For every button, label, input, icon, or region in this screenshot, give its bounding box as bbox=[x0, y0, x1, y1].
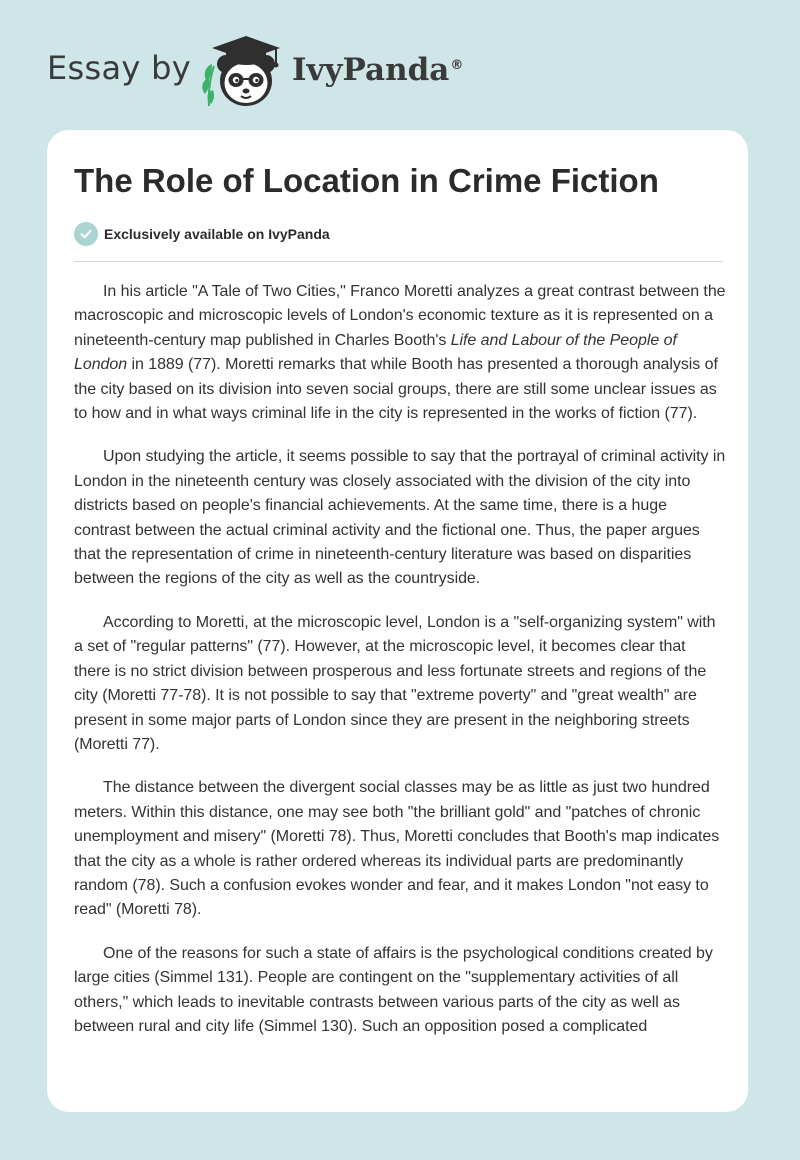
paragraph-3: According to Moretti, at the microscopic level, London is a "self-organizing system" with a set of "regular patterns" (77). However, at the microscopic level, it becomes clear that there is no strict division between prosperous and less fortunate streets and regions of the city (Moretti 77-78). It is not possible to say that "extreme poverty" and "great wealth" are present in some major parts of London since they are present in the neighboring streets (Moretti 77). bbox=[74, 613, 716, 753]
divider bbox=[74, 261, 723, 262]
essay-card bbox=[47, 130, 748, 1112]
paragraph-1-text-a: In his article "A Tale of Two Cities," Franco Moretti analyzes a great contrast between the macroscopic and microscopic levels of London's economic texture as it is represented on a nineteenth-century map published in Charles Booth's bbox=[74, 283, 726, 349]
essay-body bbox=[74, 280, 726, 1080]
paragraph-1 bbox=[74, 280, 726, 426]
exclusive-badge bbox=[74, 222, 330, 246]
exclusive-badge-text: Exclusively available on IvyPanda bbox=[104, 226, 330, 242]
paragraph-2: Upon studying the article, it seems possible to say that the portrayal of criminal activity in London in the nineteenth century was closely associated with the division of the city into districts based on people's financial achievements. At the same time, there is a huge contrast between the actual criminal activity and the fictional one. Thus, the paper argues that the representation of crime in nineteenth-century literature was based on disparities between the regions of the city as well as the countryside. bbox=[74, 448, 726, 588]
brand-name[interactable] bbox=[292, 52, 463, 88]
check-circle-icon bbox=[74, 222, 98, 246]
paragraph-4: The distance between the divergent social classes may be as little as just two hundred meters. Within this distance, one may see both "the brilliant gold" and "patches of chronic unemployment and misery" (Moretti 78). Thus, Moretti concludes that Booth's map indicates that the city as a whole is rather ordered whereas its individual parts are predominantly random (78). Such a confusion evokes wonder and fear, and it makes London "not easy to read" (Moretti 78). bbox=[74, 779, 720, 919]
paragraph-1-text-b: in 1889 (77). Moretti remarks that while Booth has presented a thorough analysis of the city based on its division into seven social groups, there are still some unclear issues as to how and in what ways criminal life in the city is represented in the works of fiction (77). bbox=[74, 356, 718, 423]
page-title: The Role of Location in Crime Fiction bbox=[74, 162, 659, 199]
paragraph-5: One of the reasons for such a state of affairs is the psychological conditions created by large cities (Simmel 131). People are contingent on the "supplementary activities of all others," which leads to inevitable contrasts between various parts of the city as well as between rural and city life (Simmel 130). Such an opposition posed a complicated bbox=[74, 944, 713, 1035]
site-header bbox=[0, 0, 800, 120]
book-title: Life and Labour of the People of London bbox=[74, 331, 677, 374]
brand-text: IvyPanda bbox=[292, 52, 450, 88]
essay-by-label: Essay by bbox=[47, 49, 191, 87]
panda-graduate-icon[interactable] bbox=[200, 34, 288, 110]
trademark-symbol: ® bbox=[450, 58, 464, 73]
